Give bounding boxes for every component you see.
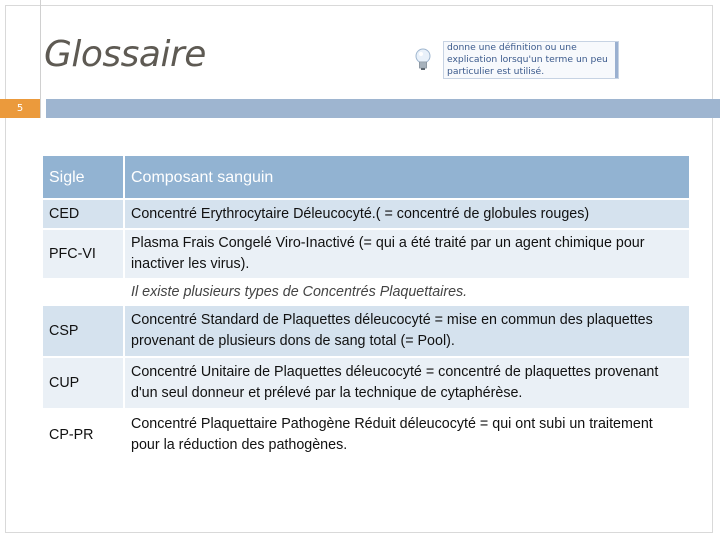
glossary-table <box>41 154 691 462</box>
definition-callout <box>443 41 619 79</box>
page-number: 5 <box>16 103 24 114</box>
cell-definition: Concentré Unitaire de Plaquettes déleucocyté = concentré de plaquettes provenant d'un seul donneur et prélevé par la technique de cytaphérèse. <box>125 358 689 408</box>
cell-sigle <box>43 280 123 304</box>
table-row <box>43 230 689 278</box>
cell-sigle: PFC-VI <box>43 230 123 278</box>
cell-definition: Plasma Frais Congelé Viro-Inactivé (= qui a été traité par un agent chimique pour inactiver les virus). <box>125 230 689 278</box>
table-header-row <box>43 156 689 198</box>
callout-text: donne une définition ou une explication lorsqu'un terme un peu particulier est utilisé. <box>447 42 608 78</box>
table-row <box>43 306 689 356</box>
cell-sigle: CED <box>43 200 123 228</box>
table-row <box>43 200 689 228</box>
cell-definition: Concentré Standard de Plaquettes déleucocyté = mise en commun des plaquettes provenant de plusieurs dons de sang total (= Pool). <box>125 306 689 356</box>
table-row <box>43 358 689 408</box>
header-composant: Composant sanguin <box>125 156 689 198</box>
cell-note: Il existe plusieurs types de Concentrés Plaquettaires. <box>125 280 689 304</box>
lightbulb-icon <box>412 47 434 73</box>
callout-edge <box>615 42 618 79</box>
header-bar <box>46 99 720 118</box>
cell-definition: Concentré Erythrocytaire Déleucocyté.( = concentré de globules rouges) <box>125 200 689 228</box>
table-row <box>43 410 689 460</box>
cell-sigle: CUP <box>43 358 123 408</box>
header-sigle: Sigle <box>43 156 123 198</box>
cell-definition: Concentré Plaquettaire Pathogène Réduit déleucocyté = qui ont subi un traitement pour la réduction des pathogènes. <box>125 410 689 460</box>
margin-line <box>40 0 41 118</box>
cell-sigle: CSP <box>43 306 123 356</box>
cell-sigle: CP-PR <box>43 410 123 460</box>
table-row-note <box>43 280 689 304</box>
slide-title: Glossaire <box>44 34 206 75</box>
